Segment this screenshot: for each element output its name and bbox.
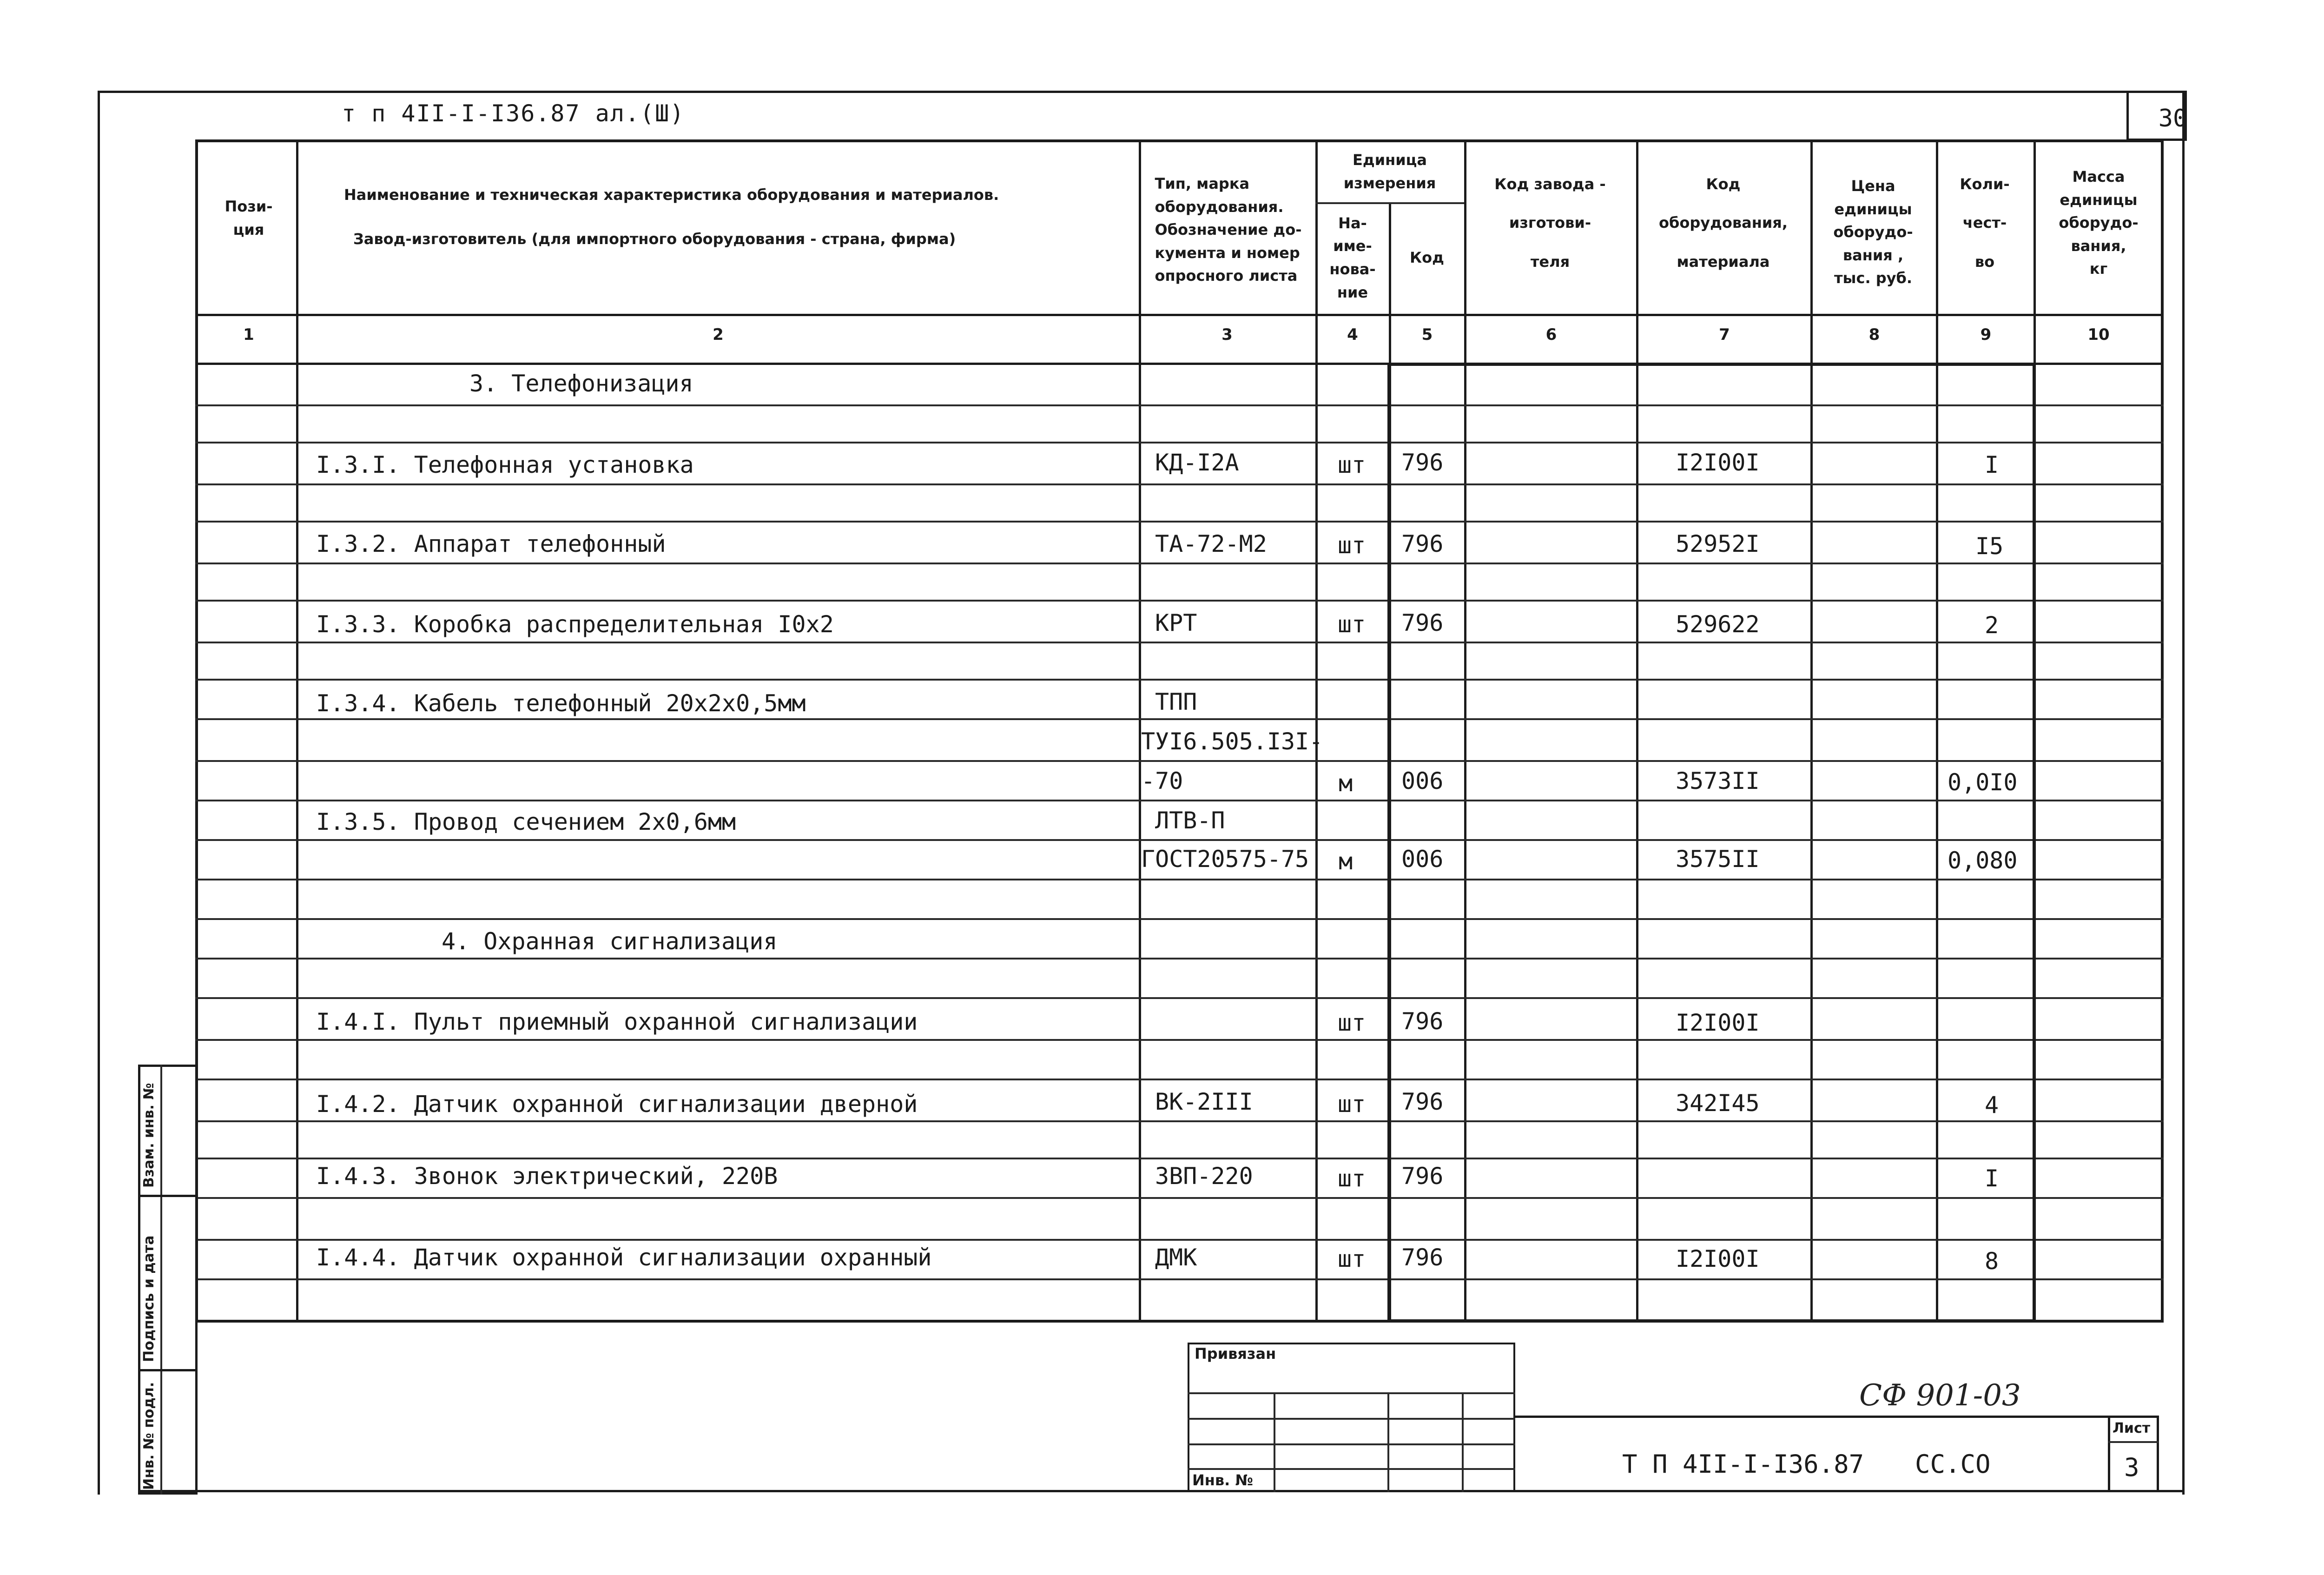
colnum-10: 10 — [2087, 325, 2110, 344]
row-unit: м — [1339, 848, 1353, 875]
colnum-9: 9 — [1980, 325, 1992, 344]
section-title: 4. Охранная сигнализация — [442, 928, 778, 955]
header-type: Тип, марка оборудования. Обозначение до- кумента и номер опросного листа — [1155, 175, 1302, 285]
stamp-line — [1188, 1468, 1515, 1470]
row-unit: шт — [1338, 1091, 1366, 1118]
colnum-3: 3 — [1221, 325, 1233, 344]
row-unit-code: 796 — [1401, 609, 1444, 636]
row-name: I.4.I. Пульт приемный охранной сигнализации — [316, 1008, 918, 1035]
row-type: КРТ — [1155, 609, 1197, 636]
sheet-cell-left — [2108, 1416, 2110, 1492]
unit-group-divider — [1315, 202, 1464, 204]
row-unit-code: 796 — [1401, 1244, 1444, 1271]
colnum-7: 7 — [1719, 325, 1730, 344]
row-equipment-code: 3575II — [1676, 846, 1760, 873]
row-name: I.4.4. Датчик охранной сигнализации охранный — [316, 1244, 932, 1271]
signature-date-label: Подпись и дата — [141, 1235, 157, 1362]
doc-suffix: СС.СО — [1915, 1449, 1991, 1479]
row-equipment-code: I2I00I — [1676, 449, 1760, 476]
sheet-number: 3 — [2124, 1453, 2139, 1482]
row-unit: шт — [1338, 1245, 1366, 1272]
row-type: ТА-72-М2 — [1155, 530, 1267, 557]
header-unit-name: На- име- нова- ние — [1329, 214, 1376, 301]
colnum-6: 6 — [1545, 325, 1557, 344]
side-stamp-line — [138, 1195, 198, 1197]
doc-designation: Т П 4II-I-I36.87 — [1622, 1449, 1864, 1479]
stamp-line — [1188, 1443, 1515, 1445]
stamp-line — [1188, 1392, 1515, 1394]
row-unit: шт — [1338, 1009, 1366, 1036]
header-price: Цена единицы оборудо- вания , тыс. руб. — [1833, 177, 1913, 287]
row-quantity: 0,0I0 — [1948, 769, 2018, 796]
handwritten-code: СФ 901-03 — [1859, 1378, 2021, 1413]
row-type: ТПП — [1155, 688, 1197, 715]
row-unit: м — [1339, 770, 1353, 797]
header-name-line1: Наименование и техническая характеристика оборудования и материалов. — [344, 186, 999, 204]
row-unit-code: 796 — [1401, 1163, 1444, 1190]
stamp-line — [1188, 1418, 1515, 1420]
header-plant-code: Код завода - изготови- теля — [1494, 175, 1606, 271]
row-type: ГОСТ20575-75 — [1141, 846, 1309, 873]
stamp-vline — [1274, 1392, 1275, 1492]
header-equipment-code: Код оборудования, материала — [1659, 175, 1788, 271]
row-equipment-code: 52952I — [1676, 530, 1760, 557]
row-unit-code: 796 — [1401, 1088, 1444, 1115]
colnum-2: 2 — [713, 325, 724, 344]
row-name: I.3.5. Провод сечением 2х0,6мм — [316, 808, 736, 835]
row-unit: шт — [1338, 611, 1366, 638]
row-type: ЗВП-220 — [1155, 1163, 1253, 1190]
row-name: I.4.3. Звонок электрический, 220В — [316, 1163, 778, 1190]
colnum-4: 4 — [1347, 325, 1358, 344]
row-name: I.3.2. Аппарат телефонный — [316, 530, 666, 557]
row-quantity: 2 — [1985, 612, 1999, 639]
header-position: Пози- ция — [224, 198, 273, 238]
row-name: I.4.2. Датчик охранной сигнализации дверной — [316, 1091, 918, 1118]
vzam-inv-label: Взам. инв. № — [141, 1083, 157, 1188]
sheet-label: Лист — [2113, 1420, 2151, 1436]
row-quantity: I — [1985, 1165, 1999, 1192]
row-equipment-code: I2I00I — [1676, 1245, 1760, 1272]
row-unit: шт — [1338, 451, 1366, 478]
header-unit-code: Код — [1410, 249, 1444, 267]
doc-code: т п 4II-I-I36.87 ал.(Ш) — [342, 100, 685, 127]
header-divider — [195, 314, 2164, 316]
row-type: ТУI6.505.I3I- — [1141, 728, 1323, 755]
attached-label: Привязан — [1195, 1345, 1276, 1363]
row-quantity: 0,080 — [1948, 847, 2018, 874]
row-quantity: I — [1985, 451, 1999, 478]
row-unit-code: 796 — [1401, 449, 1444, 476]
bottom-border — [139, 1490, 2185, 1492]
colnum-8: 8 — [1868, 325, 1880, 344]
inv-label: Инв. № — [1192, 1471, 1253, 1489]
row-quantity: 4 — [1985, 1092, 1999, 1118]
sheet-cell-mid — [2108, 1441, 2159, 1443]
stamp-vline — [1387, 1392, 1389, 1492]
row-quantity: I5 — [1975, 533, 2004, 560]
row-type: ДМК — [1155, 1244, 1197, 1271]
header-mass: Масса единицы оборудо- вания, кг — [2059, 168, 2139, 278]
row-unit: шт — [1338, 532, 1366, 559]
row-equipment-code: I2I00I — [1676, 1009, 1760, 1036]
right-edge — [2182, 91, 2185, 1495]
sheet-cell-right — [2157, 1416, 2159, 1492]
row-quantity: 8 — [1985, 1248, 1999, 1275]
colnum-1: 1 — [243, 325, 254, 344]
header-name-line2: Завод-изготовитель (для импортного оборудования - страна, фирма) — [353, 230, 956, 248]
header-quantity: Коли- чест- во — [1960, 175, 2010, 271]
row-name: I.3.I. Телефонная установка — [316, 451, 694, 478]
row-unit: шт — [1338, 1165, 1366, 1192]
col-line-1 — [296, 139, 298, 1323]
section-title: 3. Телефонизация — [469, 370, 693, 397]
bold-block — [1387, 363, 2036, 1323]
row-type: ВК-2III — [1155, 1088, 1253, 1115]
page-number: 30 — [2158, 105, 2188, 132]
title-block-top — [1515, 1416, 2159, 1418]
row-equipment-code: 342I45 — [1676, 1090, 1760, 1117]
row-name: I.3.4. Кабель телефонный 20х2х0,5мм — [316, 690, 806, 717]
header-unit-group: Единица измерения — [1343, 151, 1436, 192]
stamp-vline — [1462, 1392, 1464, 1492]
row-name: I.3.3. Коробка распределительная I0х2 — [316, 611, 834, 638]
row-unit-code: 006 — [1401, 768, 1444, 794]
row-unit-code: 796 — [1401, 530, 1444, 557]
side-stamp-divider — [160, 1065, 162, 1495]
row-equipment-code: 529622 — [1676, 611, 1760, 638]
row-type: -70 — [1141, 768, 1183, 794]
colnum-5: 5 — [1421, 325, 1433, 344]
row-type: КД-I2А — [1155, 449, 1239, 476]
row-unit-code: 006 — [1401, 846, 1444, 873]
row-unit-code: 796 — [1401, 1008, 1444, 1035]
side-stamp-line — [138, 1369, 198, 1371]
row-equipment-code: 3573II — [1676, 768, 1760, 794]
row-type: ЛТВ-П — [1155, 807, 1225, 834]
inv-original-label: Инв. № подл. — [141, 1382, 157, 1490]
